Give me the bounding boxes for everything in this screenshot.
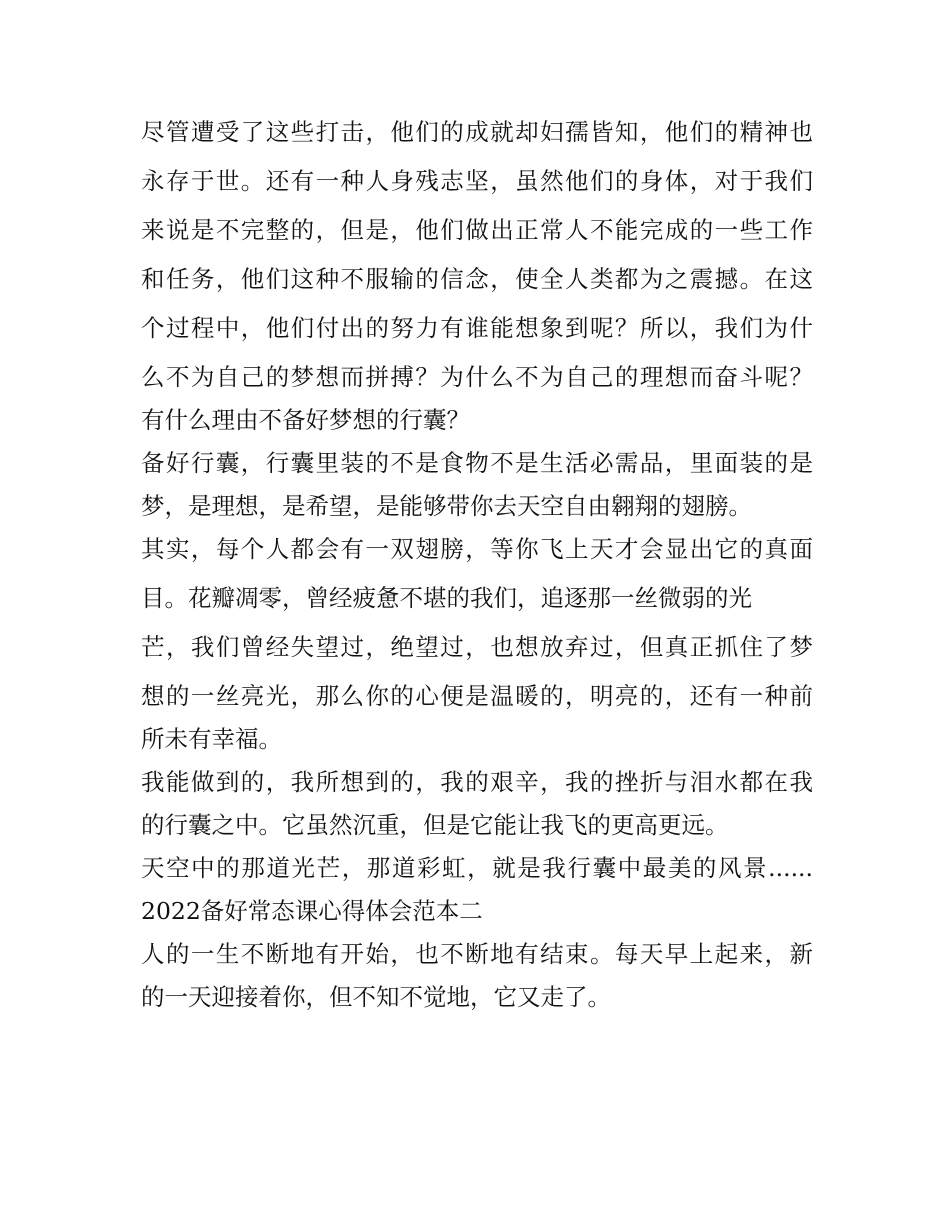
text-line: 来说是不完整的，但是，他们做出正常人不能完成的一些工作 [141,216,813,244]
text-line: 天空中的那道光芒，那道彩虹，就是我行囊中最美的风景...... [141,854,813,882]
section-heading: 2022备好常态课心得体会范本二 [141,897,483,925]
text-line: 其实，每个人都会有一双翅膀，等你飞上天才会显出它的真面 [141,535,813,563]
text-line: 目。花瓣凋零，曾经疲惫不堪的我们，追逐那一丝微弱的光 [141,584,752,612]
text-line: 的一天迎接着你，但不知不觉地，它又走了。 [141,983,611,1011]
text-line: 永存于世。还有一种人身残志坚，虽然他们的身体，对于我们 [141,167,813,195]
text-line: 和任务，他们这种不服输的信念，使全人类都为之震撼。在这 [141,265,813,293]
text-line: 所未有幸福。 [141,725,282,753]
text-line: 有什么理由不备好梦想的行囊？ [141,406,470,434]
text-line: 个过程中，他们付出的努力有谁能想象到呢？所以，我们为什 [141,314,813,342]
text-line: 备好行囊，行囊里装的不是食物不是生活必需品，里面装的是 [141,449,813,477]
text-line: 么不为自己的梦想而拼搏？为什么不为自己的理想而奋斗呢？ [141,363,813,391]
text-line: 想的一丝亮光，那么你的心便是温暖的，明亮的，还有一种前 [141,682,813,710]
text-line: 人的一生不断地有开始，也不断地有结束。每天早上起来，新 [141,940,813,968]
text-line: 芒，我们曾经失望过，绝望过，也想放弃过，但真正抓住了梦 [141,633,813,661]
text-line: 我能做到的，我所想到的，我的艰辛，我的挫折与泪水都在我 [141,768,813,796]
text-line: 尽管遭受了这些打击，他们的成就却妇孺皆知，他们的精神也 [141,118,813,146]
text-line: 的行囊之中。它虽然沉重，但是它能让我飞的更高更远。 [141,811,729,839]
document-body [141,108,813,1016]
text-line: 梦，是理想，是希望，是能够带你去天空自由翱翔的翅膀。 [141,492,752,520]
